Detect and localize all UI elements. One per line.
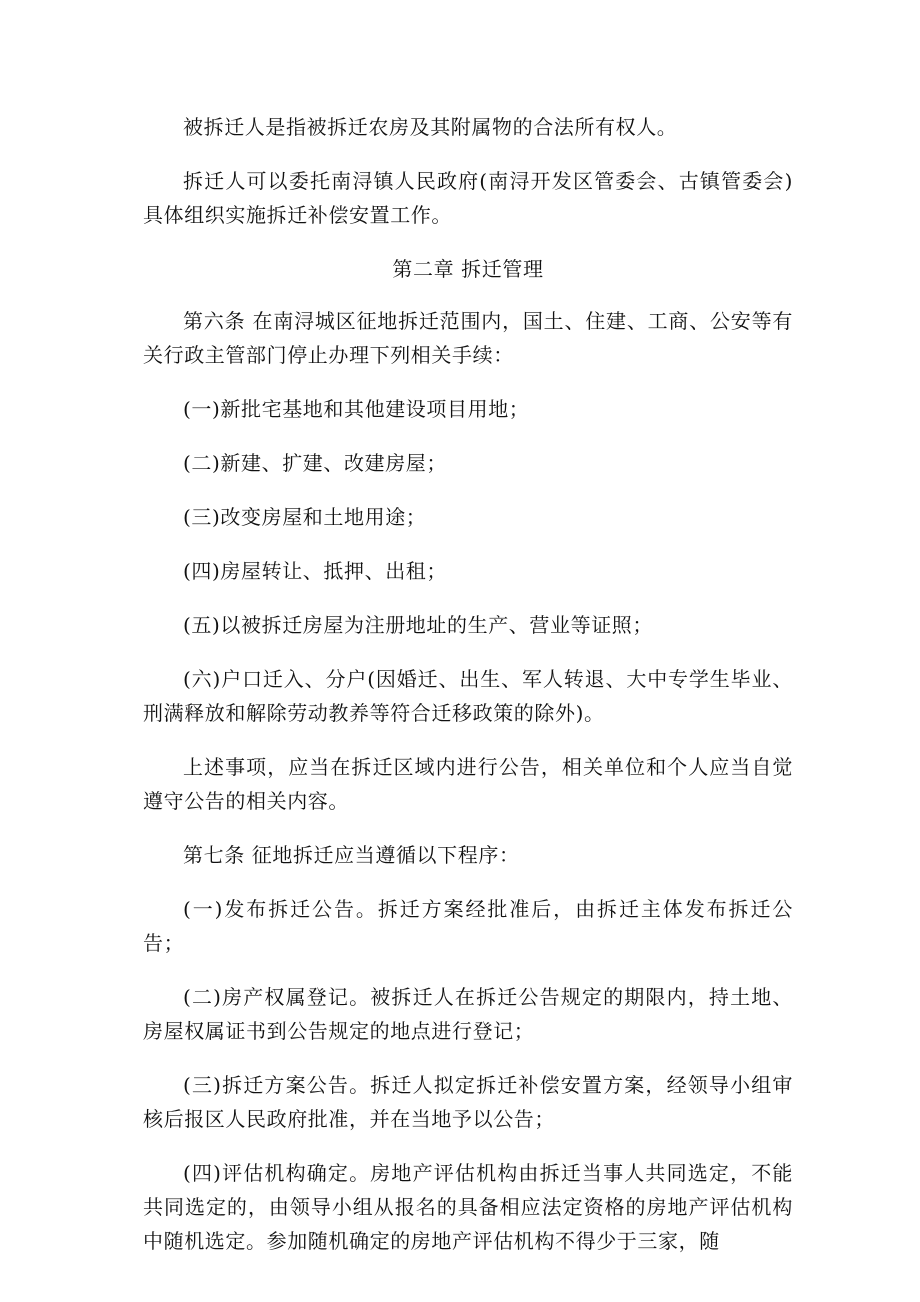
paragraph-entrustment: 拆迁人可以委托南浔镇人民政府(南浔开发区管委会、古镇管委会)具体组织实施拆迁补偿安置工作。 — [143, 169, 793, 227]
article-6-item-6: (六)户口迁入、分户(因婚迁、出生、军人转退、大中专学生毕业、刑满释放和解除劳动教养等符合迁移政策的除外)。 — [143, 667, 793, 725]
article-6-item-2: (二)新建、扩建、改建房屋； — [183, 451, 448, 475]
article-6-item-5: (五)以被拆迁房屋为注册地址的生产、营业等证照； — [183, 613, 654, 637]
article-6-closing: 上述事项，应当在拆迁区域内进行公告，相关单位和个人应当自觉遵守公告的相关内容。 — [143, 755, 793, 813]
article-7-item-4: (四)评估机构确定。房地产评估机构由拆迁当事人共同选定，不能共同选定的，由领导小组从报名的具备相应法定资格的房地产评估机构中随机选定。参加随机确定的房地产评估机构不得少于三家，随 — [143, 1161, 793, 1253]
article-7-item-3: (三)拆迁方案公告。拆迁人拟定拆迁补偿安置方案，经领导小组审核后报区人民政府批准，并在当地予以公告； — [143, 1073, 793, 1131]
chapter-heading: 第二章 拆迁管理 — [392, 257, 544, 281]
article-6-item-3: (三)改变房屋和土地用途； — [183, 505, 427, 529]
document-body — [143, 110, 793, 1278]
article-6-item-4: (四)房屋转让、抵押、出租； — [183, 559, 448, 583]
article-7-item-2: (二)房产权属登记。被拆迁人在拆迁公告规定的期限内，持土地、房屋权属证书到公告规定的地点进行登记； — [143, 985, 793, 1043]
paragraph-definition: 被拆迁人是指被拆迁农房及其附属物的合法所有权人。 — [183, 115, 678, 139]
article-6-item-1: (一)新批宅基地和其他建设项目用地； — [183, 397, 530, 421]
article-7-intro: 第七条 征地拆迁应当遵循以下程序： — [183, 843, 520, 867]
article-7-item-1: (一)发布拆迁公告。拆迁方案经批准后，由拆迁主体发布拆迁公告； — [143, 897, 793, 955]
article-6-intro: 第六条 在南浔城区征地拆迁范围内，国土、住建、工商、公安等有关行政主管部门停止办理下列相关手续： — [143, 309, 793, 367]
